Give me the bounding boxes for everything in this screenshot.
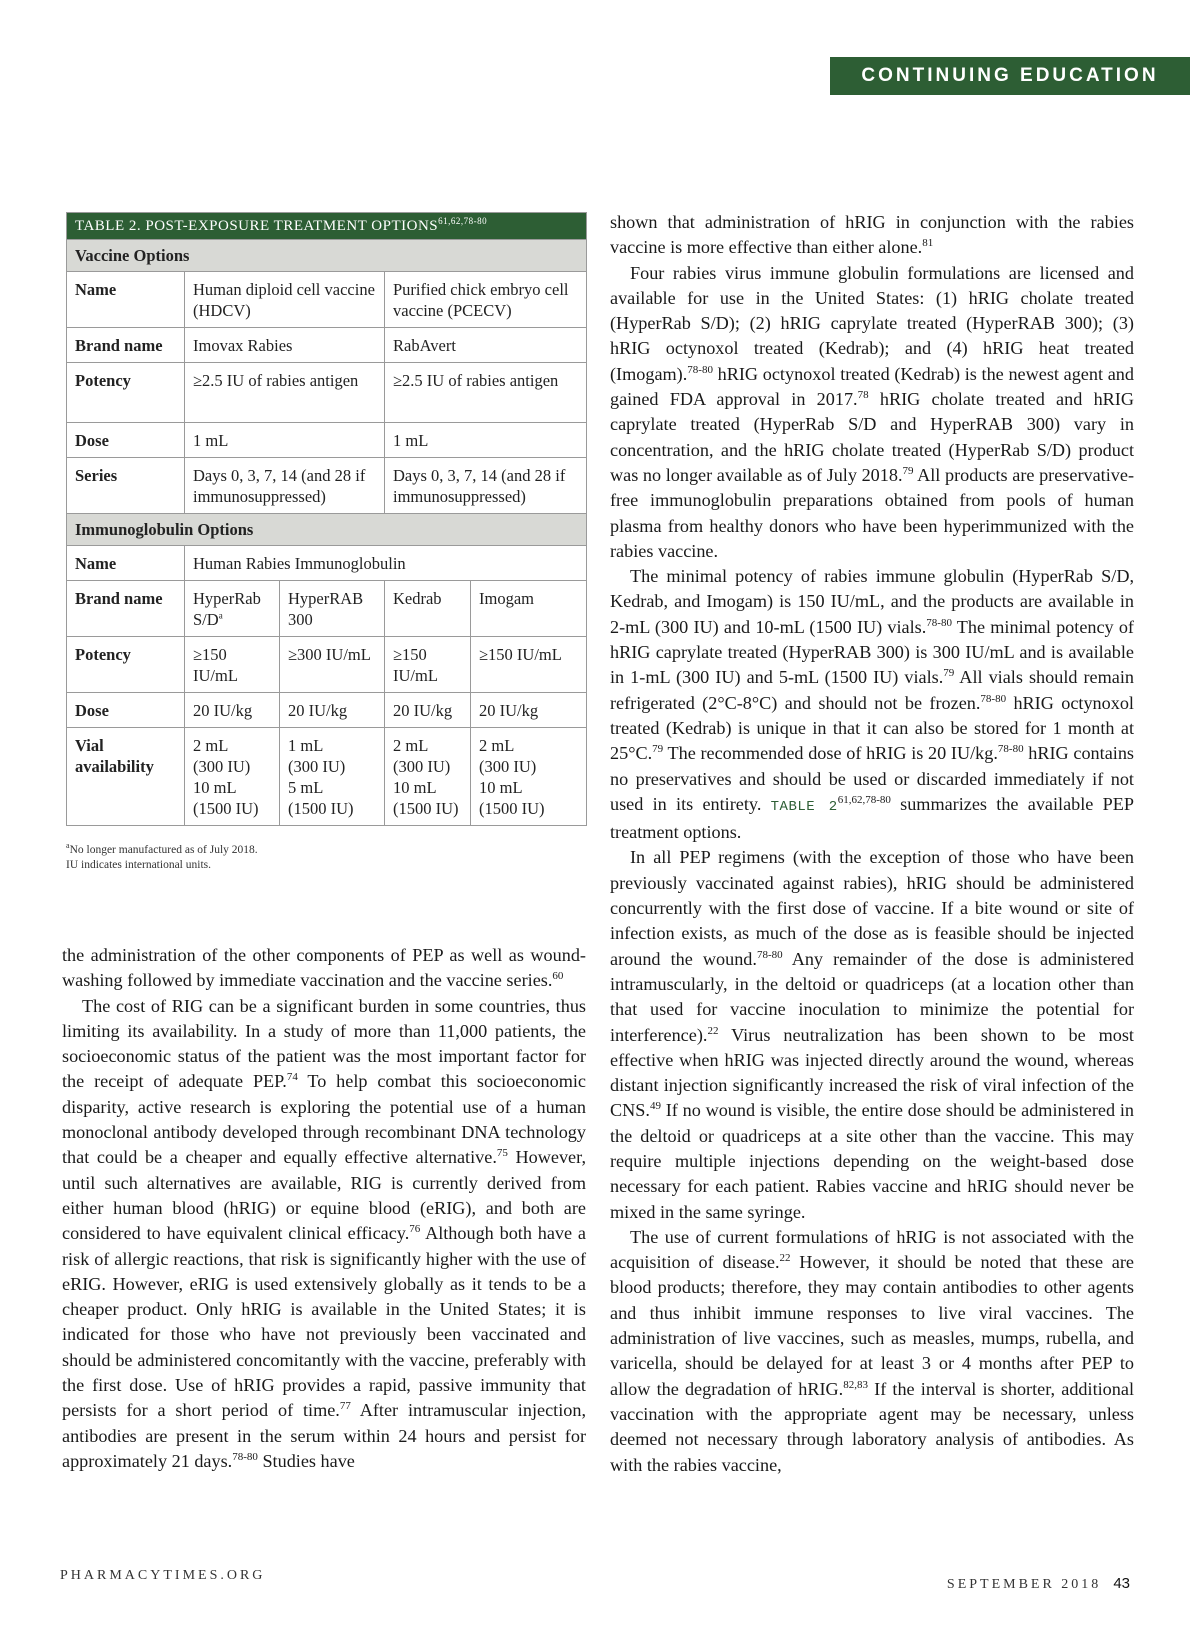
paragraph: Four rabies virus immune globulin formulations are licensed and available for use in the United States: (1) hRIG cholate treated (HyperRab S/D); (2) hRIG caprylate treated (HyperRAB 300); (3) hRIG octynoxol treated (Kedrab); and (4) hRIG heat treated (Imogam).$^{78-80}$ hRIG octynoxol treated (Kedrab) is the newest agent and gained FDA approval in 2017.78 hRIG cholate treated and hRIG caprylate treated (HyperRab S/D and HyperRAB 300) vary in concentration, and the hRIG cholate treated (HyperRab S/D) product was no longer available as of July 2018.79 All products are preservative-free immunoglobulin preparations obtained from pools of human plasma from healthy donors who have been hyperimmunized with the rabies vaccine.: [610, 262, 1134, 561]
table-row: Series Days 0, 3, 7, 14 (and 28 if immunosuppressed) Days 0, 3, 7, 14 (and 28 if immunosuppressed): [67, 458, 587, 514]
table-section-heading: Immunoglobulin Options: [67, 514, 587, 546]
footer-site: PHARMACYTIMES.ORG: [60, 1568, 266, 1583]
table-row: Potency ≥2.5 IU of rabies antigen ≥2.5 IU of rabies antigen: [67, 363, 587, 423]
table-row: Brand name HyperRab $S/D^a$ HyperRAB 300 Kedrab Imogam: [67, 581, 587, 637]
table-row: Dose 1 mL 1 mL: [67, 423, 587, 458]
table-footnote: $^a$No longer manufactured as of July 2018. IU indicates international units.: [66, 841, 258, 871]
table-title-row: [67, 213, 587, 240]
table-reference-link[interactable]: TABLE 2: [770, 798, 838, 815]
table-title: TABLE 2. POST-EXPOSURE TREATMENT OPTIONS: [75, 218, 439, 234]
paragraph: The cost of RIG can be a significant burden in some countries, thus limiting its availability. In a study of more than 11,000 patients, the socioeconomic status of the patient was the most important factor for the receipt of adequate PEP.$^{74}$ To help combat this socioeconomic disparity, active research is exploring the potential use of a human monoclonal antibody developed through recombinant DNA technology that could be a cheaper and equally effective alternative.$^{75}$ However, until such alternatives are available, RIG is currently derived from either human blood (hRIG) or equine blood (eRIG), and both are considered to have equivalent clinical efficacy.$^{76}$ Although both have a risk of allergic reactions, that risk is significantly higher with the use of eRIG. However, eRIG is used extensively globally as it tends to be a cheaper product. Only hRIG is available in the United States; it is indicated for those who have not previously been vaccinated and should be administered concomitantly with the vaccine, preferably with the first dose. Use of hRIG provides a rapid, passive immunity that persists for a short period of time.$^{77}$ After intramuscular injection, antibodies are present in the serum within 24 hours and persist for approximately 21 days.$^{78-80}$ Studies have: [62, 995, 587, 1471]
table-row: Name Human Rabies Immunoglobulin: [67, 546, 587, 581]
left-column: [62, 943, 586, 1474]
paragraph: shown that administration of hRIG in conjunction with the rabies vaccine is more effective than either alone.$^{81}$: [610, 212, 1134, 258]
footer-issue: SEPTEMBER 2018 43: [946, 1575, 1130, 1592]
right-column: [610, 210, 1134, 1478]
table-row: Vial availability 2 mL (300 IU) 10 mL (1500 IU) 1 mL (300 IU) 5 mL (1500 IU) 2 mL (300 IU) 10 mL (1500 IU) 2 mL (300 IU) 10 mL (1500 IU): [67, 728, 587, 826]
table-row: Potency ≥150 IU/mL ≥300 IU/mL ≥150 IU/mL ≥150 IU/mL: [67, 637, 587, 693]
table-row: Brand name Imovax Rabies RabAvert: [67, 328, 587, 363]
treatment-table: [66, 212, 586, 873]
paragraph: The minimal potency of rabies immune globulin (HyperRab S/D, Kedrab, and Imogam) is 150 IU/mL, and the products are available in 2-mL (300 IU) and 10-mL (1500 IU) vials.$^{78-80}$ The minimal potency of hRIG caprylate treated (HyperRAB 300) is 300 IU/mL and is available in 1-mL (300 IU) and 5-mL (1500 IU) vials.$^{79}$ All vials should remain refrigerated (2°C-8°C) and should not be frozen.$^{78-80}$ hRIG octynoxol treated (Kedrab) is unique in that it can also be stored for 1 month at 25°C.$^{79}$ The recommended dose of hRIG is 20 IU/kg.$^{78-80}$ hRIG contains no preservatives and should be used or discarded immediately if not used in its entirety. TABLE 2$^{61,62,78-80}$ summarizes the available PEP treatment options.: [610, 566, 1135, 843]
table-title-refs: 61,62,78-80: [438, 216, 488, 226]
section-label: CONTINUING EDUCATION: [830, 57, 1190, 95]
paragraph: The use of current formulations of hRIG is not associated with the acquisition of disease.$^{22}$ However, it should be noted that these are blood products; therefore, they may contain antibodies to other agents and thus inhibit immune responses to live viral vaccines. The administration of live vaccines, such as measles, mumps, rubella, and varicella, should be delayed for at least 3 or 4 months after PEP to allow the degradation of hRIG.$^{82,83}$ If the interval is shorter, additional vaccination with the appropriate agent may be necessary, unless deemed not necessary through laboratory analysis of antibodies. As with the rabies vaccine,: [610, 1226, 1134, 1475]
table-row: Dose 20 IU/kg 20 IU/kg 20 IU/kg 20 IU/kg: [67, 693, 587, 728]
page-number: 43: [1113, 1575, 1130, 1592]
paragraph: In all PEP regimens (with the exception of those who have been previously vaccinated against rabies), hRIG should be administered concurrently with the first dose of vaccine. If a bite wound or site of infection exists, as much of the dose as is feasible should be injected around the wound.$^{78-80}$ Any remainder of the dose is administered intramuscularly, in the deltoid or quadriceps (at a location other than that used for vaccine inoculation to minimize the potential for interference).$^{22}$ Virus neutralization has been shown to be most effective when hRIG was injected directly around the wound, whereas distant injection significantly increased the risk of viral infection of the CNS.$^{49}$ If no wound is visible, the entire dose should be administered in the deltoid or quadriceps at a site other than the vaccine. This may require multiple injections depending on the weight-based dose necessary for each patient. Rabies vaccine and hRIG should never be mixed in the same syringe.: [610, 847, 1134, 1222]
table-row: Name Human diploid cell vaccine (HDCV) Purified chick embryo cell vaccine (PCECV): [67, 272, 587, 328]
paragraph: the administration of the other components of PEP as well as wound-washing followed by immediate vaccination and the vaccine series.$^{60}$: [62, 945, 586, 991]
table-section-heading: Vaccine Options: [67, 240, 587, 272]
